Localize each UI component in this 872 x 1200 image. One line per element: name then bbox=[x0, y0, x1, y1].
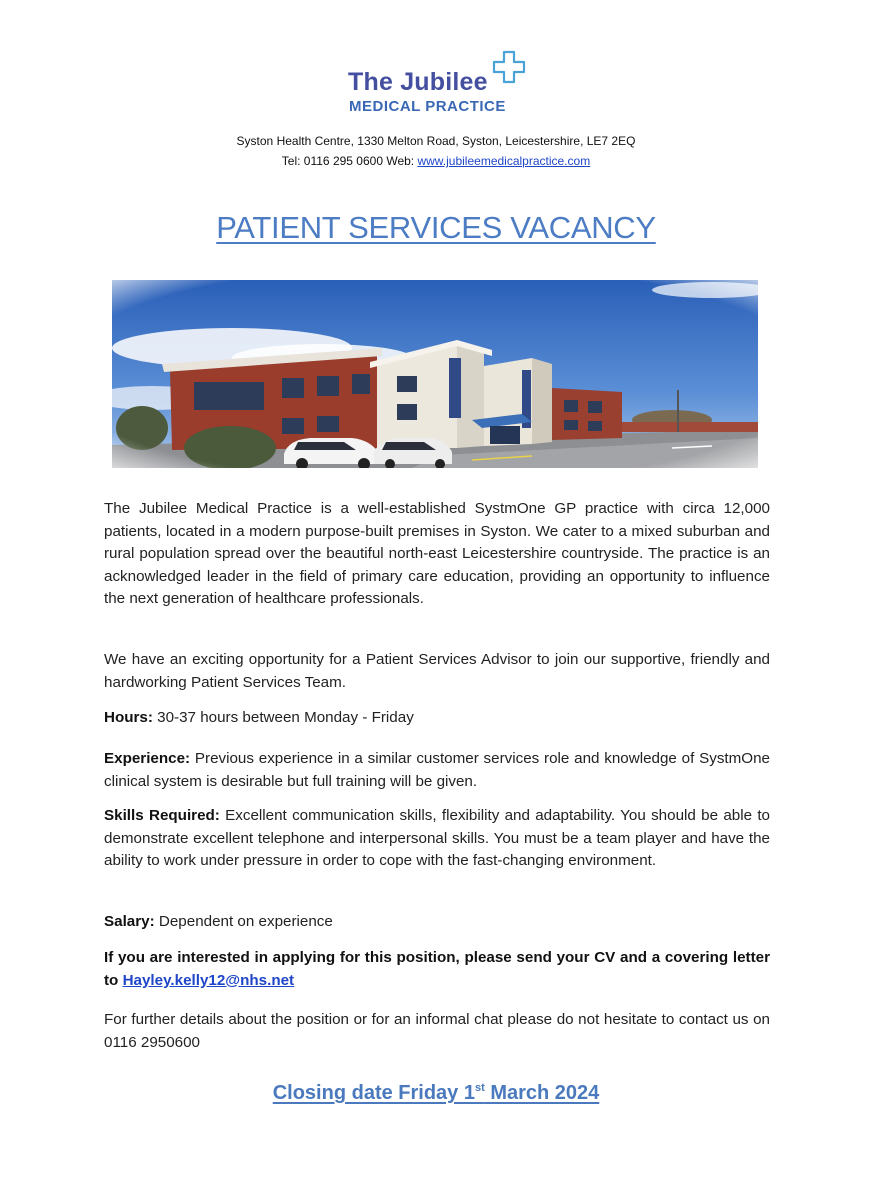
skills-paragraph bbox=[104, 805, 770, 873]
building-photo bbox=[112, 280, 758, 468]
hours-paragraph bbox=[104, 707, 770, 730]
closing-ordinal: st bbox=[474, 1082, 485, 1094]
closing-prefix: Closing date Friday 1 bbox=[272, 1082, 475, 1104]
closing-date bbox=[0, 1082, 872, 1105]
experience-paragraph bbox=[104, 748, 770, 793]
medical-cross-icon bbox=[492, 50, 526, 84]
skills-value: Excellent communication skills, flexibility and adaptability. You should be able to demonstrate excellent telephone and interpersonal skills. You must be a team player and have the ability to work under pressure in order to cope with the fast-changing environment. bbox=[104, 807, 770, 870]
practice-logo bbox=[0, 48, 872, 118]
hours-label: Hours: bbox=[104, 709, 153, 726]
salary-paragraph bbox=[104, 911, 770, 934]
experience-label: Experience: bbox=[104, 750, 191, 767]
tel-text: Tel: 0116 295 0600 Web: bbox=[281, 154, 418, 168]
apply-text: If you are interested in applying for this position, please send your CV and a covering letter to bbox=[104, 949, 770, 989]
salary-value: Dependent on experience bbox=[154, 913, 333, 930]
address-line: Syston Health Centre, 1330 Melton Road, Syston, Leicestershire, LE7 2EQ bbox=[236, 134, 636, 148]
logo-subtitle: MEDICAL PRACTICE bbox=[349, 98, 506, 115]
email-link[interactable]: Hayley.kelly12@nhs.net bbox=[122, 971, 295, 989]
page-title: PATIENT SERVICES VACANCY bbox=[216, 210, 656, 245]
hours-value: 30-37 hours between Monday - Friday bbox=[152, 709, 414, 726]
intro-paragraph: The Jubilee Medical Practice is a well-established SystmOne GP practice with circa 12,000 patients, located in a modern purpose-built premises in Syston. We cater to a mixed suburban and rural population spread over the beautiful north-east Leicestershire countryside. The practice is an acknowledged leader in the field of primary care education, providing an opportunity to influence the next generation of healthcare professionals. bbox=[104, 500, 770, 608]
logo-name: The Jubilee bbox=[348, 68, 488, 96]
apply-paragraph bbox=[104, 947, 770, 992]
contact-line bbox=[0, 154, 872, 168]
closing-suffix: March 2024 bbox=[484, 1082, 600, 1104]
experience-value: Previous experience in a similar customer services role and knowledge of SystmOne clinical system is desirable but full training will be given. bbox=[104, 750, 770, 790]
website-link[interactable]: www.jubileemedicalpractice.com bbox=[417, 154, 591, 168]
opportunity-paragraph: We have an exciting opportunity for a Patient Services Advisor to join our supportive, friendly and hardworking Patient Services Team. bbox=[104, 651, 770, 691]
contact-paragraph: For further details about the position or for an informal chat please do not hesitate to contact us on 0116 2950600 bbox=[104, 1011, 770, 1051]
skills-label: Skills Required: bbox=[104, 807, 220, 824]
salary-label: Salary: bbox=[104, 913, 155, 930]
